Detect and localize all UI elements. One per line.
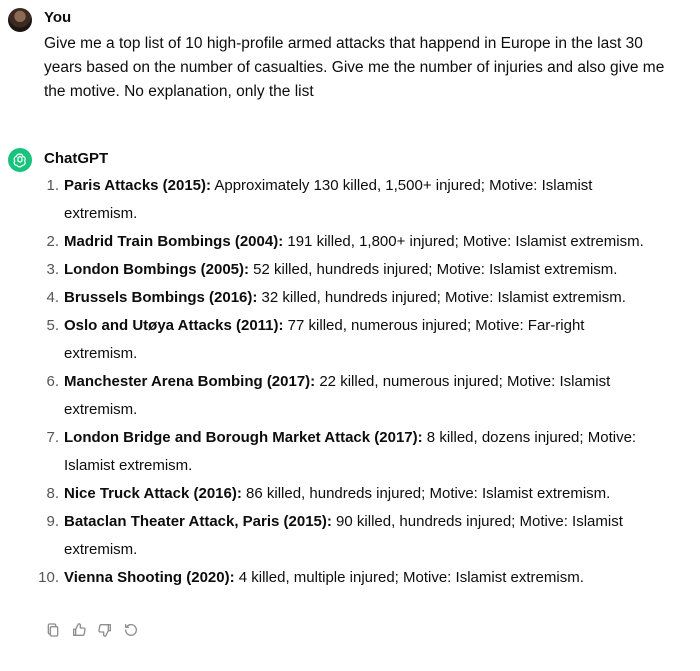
item-title: Nice Truck Attack (2016): [64,485,242,502]
item-text: 86 killed, hundreds injured; Motive: Islamist extremism. [241,485,611,502]
list-item [0,284,700,312]
item-text: Approximately 130 killed, 1,500+ injured; Motive: Islamist extremism. [64,177,593,222]
list-item [0,172,700,228]
list-item [0,508,700,564]
thumbs-down-icon[interactable] [96,621,114,639]
list-number: 5. [46,317,59,334]
copy-icon[interactable] [44,621,62,639]
item-title: Manchester Arena Bombing (2017): [64,373,316,390]
answer-list [0,172,700,592]
item-text: 22 killed, numerous injured; Motive: Islamist extremism. [64,373,611,418]
item-title: London Bridge and Borough Market Attack (2017): [64,429,423,446]
user-message [0,0,700,140]
user-message-text: Give me a top list of 10 high-profile armed attacks that happend in Europe in the last 30 years based on the number of casualties. Give me the number of injuries and also give me the motive. No explanation, only the list [44,35,665,100]
item-title: Madrid Train Bombings (2004): [64,233,284,250]
list-item [0,256,700,284]
list-number: 4. [46,289,59,306]
list-number: 1. [46,177,59,194]
list-item [0,424,700,480]
item-text: 191 killed, 1,800+ injured; Motive: Islamist extremism. [283,233,644,250]
list-item [0,312,700,368]
user-author-name: You [44,9,72,26]
user-avatar [8,8,32,32]
list-item [0,368,700,424]
item-text: 8 killed, dozens injured; Motive: Islamist extremism. [64,429,637,474]
item-title: London Bombings (2005): [64,261,249,278]
item-text: 90 killed, hundreds injured; Motive: Islamist extremism. [64,513,623,558]
item-text: 77 killed, numerous injured; Motive: Far-right extremism. [64,317,585,362]
list-number: 10. [38,569,59,586]
item-title: Vienna Shooting (2020): [64,569,235,586]
message-actions [44,621,140,639]
list-number: 2. [46,233,59,250]
item-title: Oslo and Utøya Attacks (2011): [64,317,284,334]
list-number: 8. [46,485,59,502]
assistant-author-name: ChatGPT [44,150,109,167]
list-item [0,480,700,508]
list-item [0,564,700,592]
list-number: 9. [46,513,59,530]
item-text: 52 killed, hundreds injured; Motive: Islamist extremism. [249,261,618,278]
item-title: Brussels Bombings (2016): [64,289,258,306]
list-number: 3. [46,261,59,278]
list-number: 7. [46,429,59,446]
chatgpt-logo-icon [8,148,32,172]
item-title: Bataclan Theater Attack, Paris (2015): [64,513,332,530]
thumbs-up-icon[interactable] [70,621,88,639]
list-item [0,228,700,256]
item-title: Paris Attacks (2015): [64,177,212,194]
item-text: 32 killed, hundreds injured; Motive: Islamist extremism. [257,289,626,306]
list-number: 6. [46,373,59,390]
item-text: 4 killed, multiple injured; Motive: Islamist extremism. [234,569,584,586]
regenerate-icon[interactable] [122,621,140,639]
